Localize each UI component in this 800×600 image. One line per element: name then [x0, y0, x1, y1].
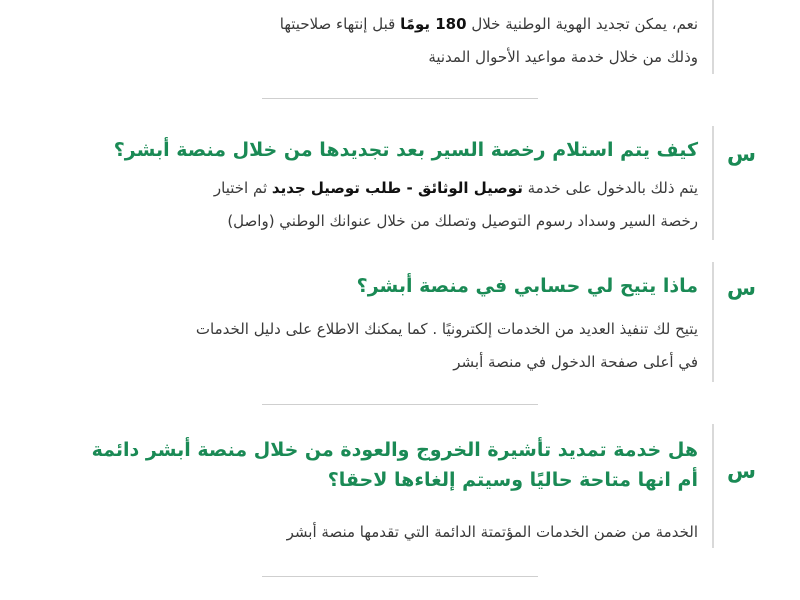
- question-text-line-2[interactable]: أم انها متاحة حاليًا وسيتم إلغاءها لاحقا؟: [327, 469, 698, 491]
- answer-line-1-part: يتم ذلك بالدخول على خدمة: [522, 179, 698, 197]
- answer-text: [98, 8, 698, 41]
- question-marker: س: [727, 459, 756, 483]
- faq-separator: [262, 98, 538, 99]
- question-text[interactable]: ماذا يتيح لي حسابي في منصة أبشر؟: [356, 275, 698, 297]
- answer-line-1-part: قبل إنتهاء صلاحيتها: [279, 15, 401, 33]
- answer-divider: [712, 126, 714, 240]
- answer-divider: [712, 0, 714, 74]
- answer-line-1-part: نعم، يمكن تجديد الهوية الوطنية خلال: [466, 15, 698, 33]
- question-marker: س: [727, 276, 756, 300]
- answer-text-line-2: رخصة السير وسداد رسوم التوصيل وتصلك من خلال عنوانك الوطني (واصل): [227, 212, 698, 230]
- answer-line-1-part: ثم اختيار: [213, 179, 272, 197]
- answer-highlight: توصيل الوثائق - طلب توصيل جديد: [271, 179, 523, 197]
- answer-divider: [712, 424, 714, 548]
- answer-divider: [712, 262, 714, 382]
- faq-separator: [262, 404, 538, 405]
- question-text[interactable]: كيف يتم استلام رخصة السير بعد تجديدها من خلال منصة أبشر؟: [113, 139, 698, 161]
- faq-separator: [262, 576, 538, 577]
- answer-text: [98, 172, 698, 205]
- answer-text: يتيح لك تنفيذ العديد من الخدمات إلكترونيًا . كما يمكنك الاطلاع على دليل الخدمات: [195, 320, 698, 338]
- answer-text-line-2: في أعلى صفحة الدخول في منصة أبشر: [453, 353, 698, 371]
- question-text-line-1[interactable]: هل خدمة تمديد تأشيرة الخروج والعودة من خلال منصة أبشر دائمة: [91, 439, 698, 461]
- answer-text: الخدمة من ضمن الخدمات المؤتمتة الدائمة التي تقدمها منصة أبشر: [286, 523, 698, 541]
- question-marker: س: [727, 142, 756, 166]
- answer-highlight: 180 يومًا: [400, 15, 467, 33]
- answer-text-line-2: وذلك من خلال خدمة مواعيد الأحوال المدنية: [428, 48, 698, 66]
